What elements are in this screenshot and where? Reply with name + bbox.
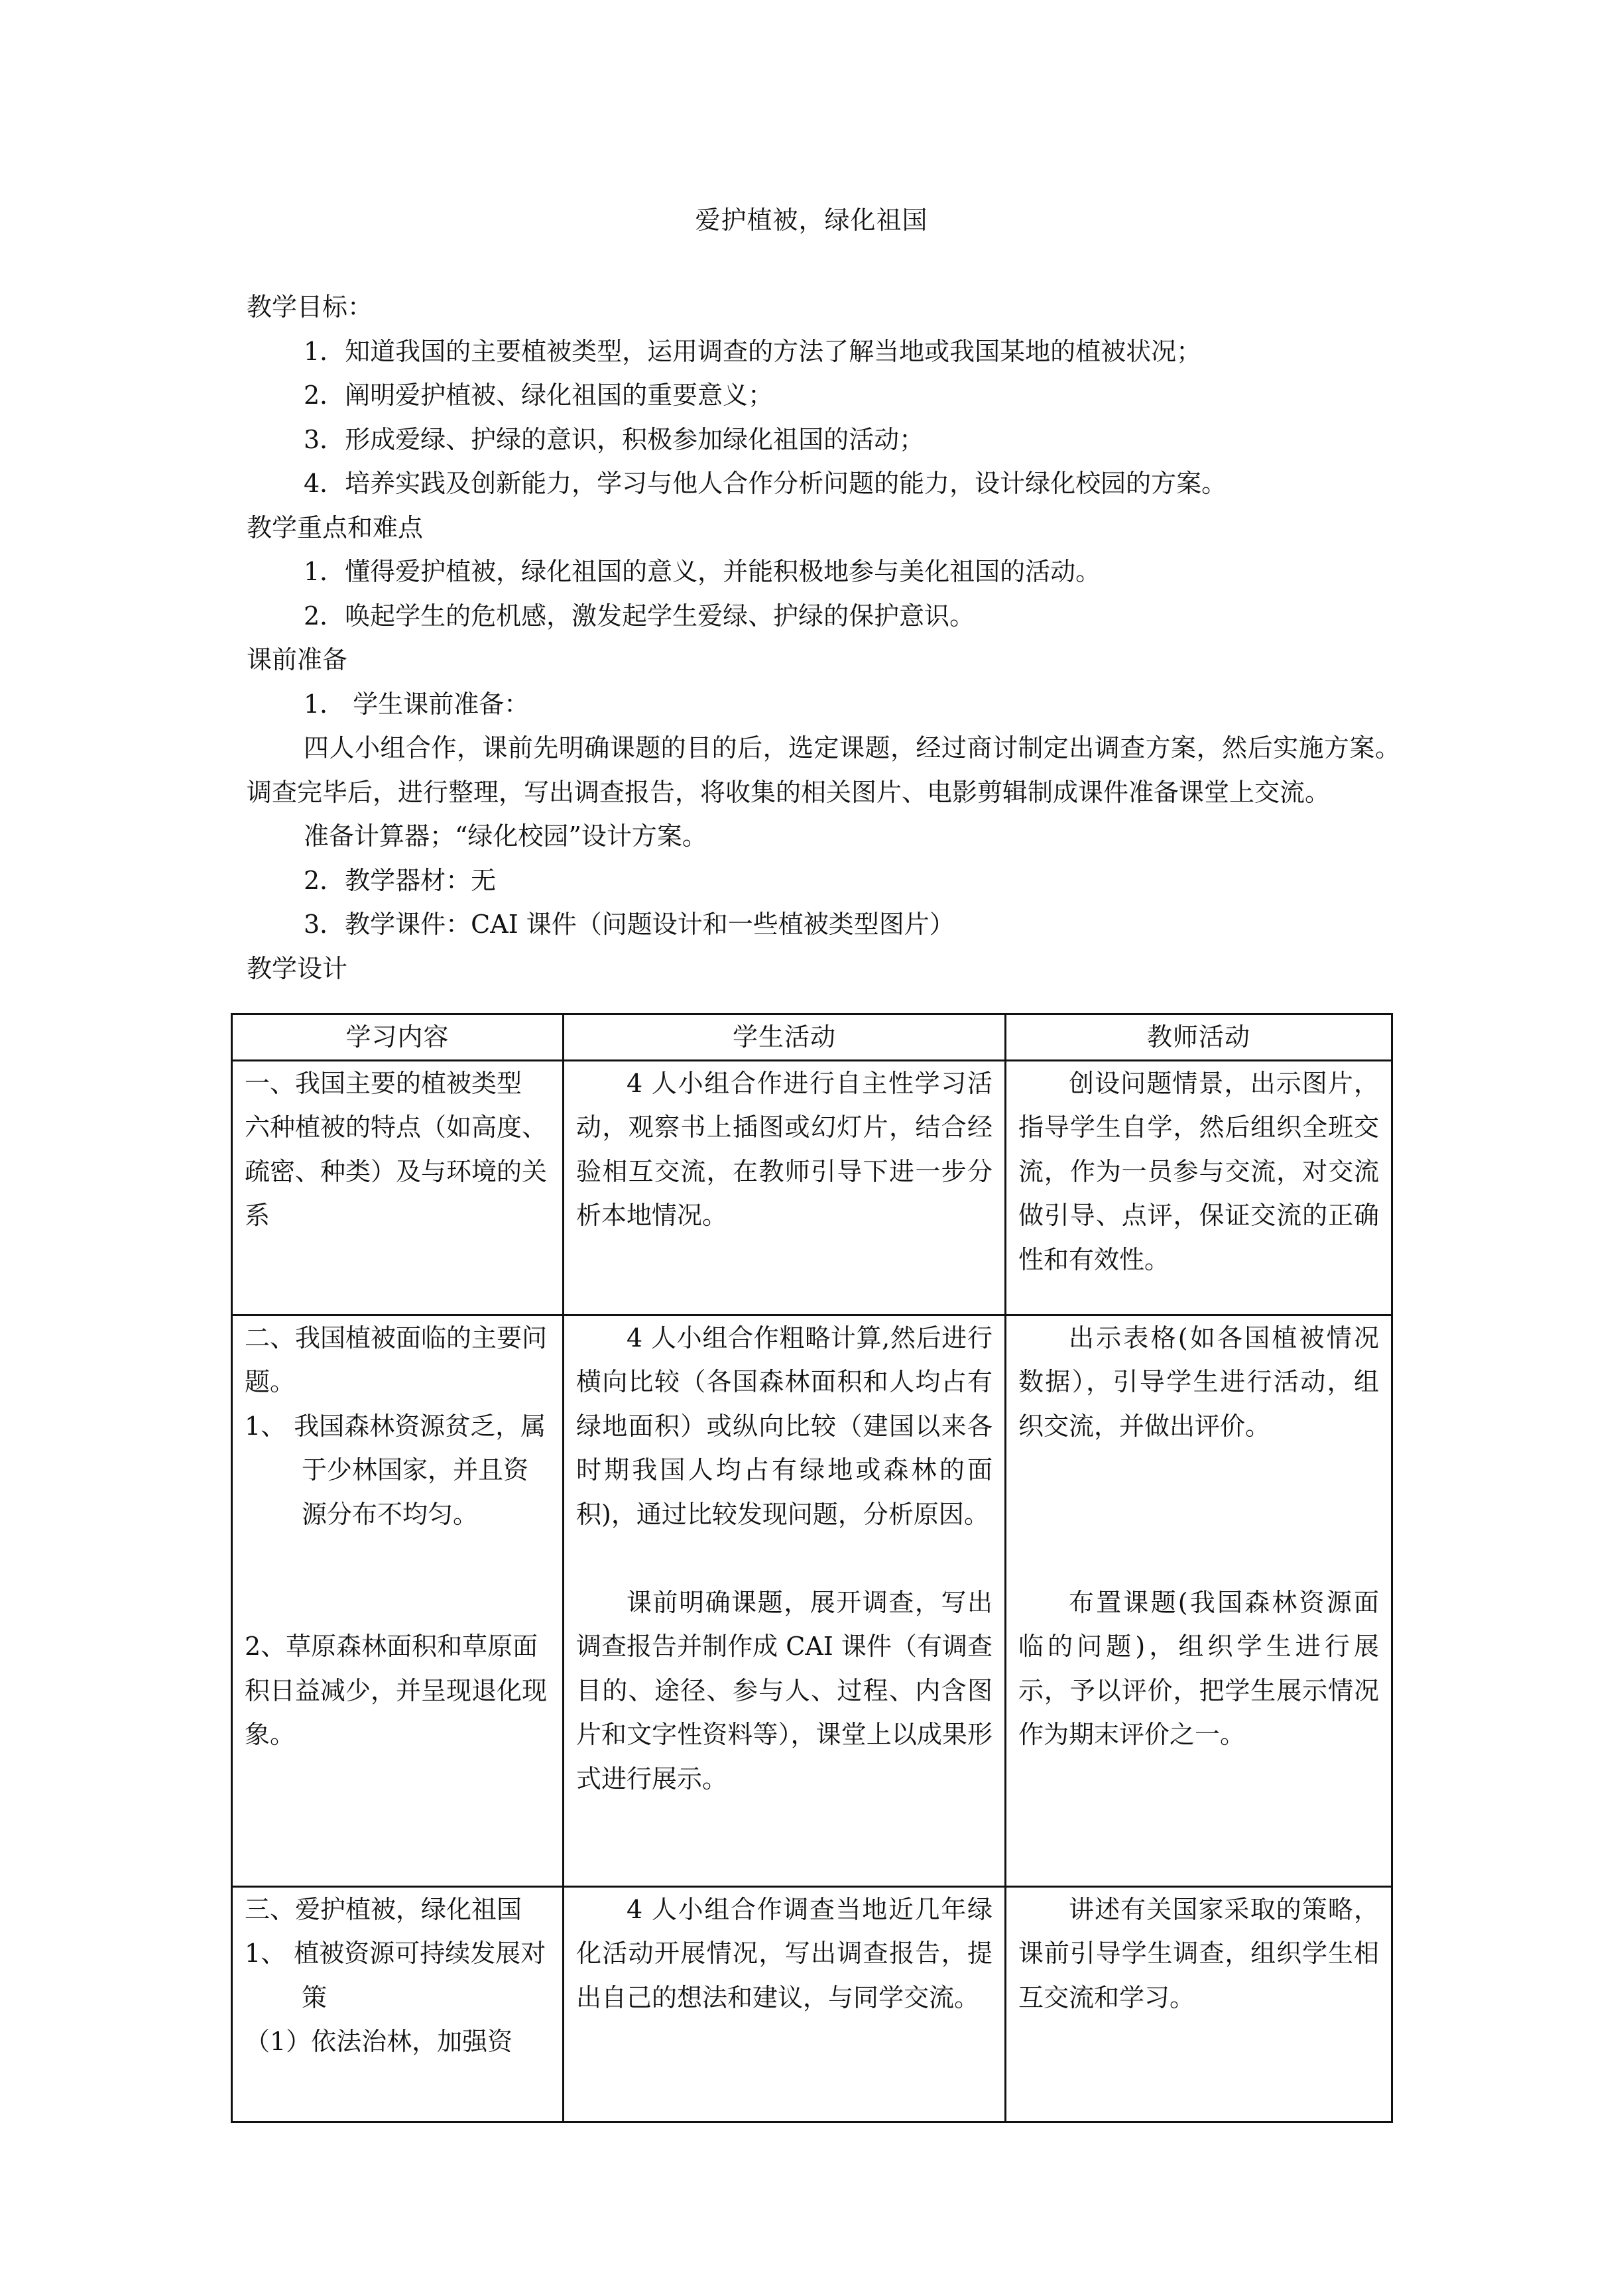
column-header-student: 学生活动 bbox=[564, 1014, 1006, 1061]
student-activity: 4 人小组合作进行自主性学习活动，观察书上插图或幻灯片，结合经验相互交流，在教师引导下进一步分析本地情况。 bbox=[576, 1068, 992, 1230]
objective-item: 1．知道我国的主要植被类型，运用调查的方法了解当地或我国某地的植被状况； bbox=[304, 336, 1202, 366]
design-heading: 教学设计 bbox=[247, 953, 348, 983]
objective-item: 4．培养实践及创新能力，学习与他人合作分析问题的能力，设计绿化校园的方案。 bbox=[304, 469, 1227, 498]
student-cell bbox=[564, 1886, 1006, 2122]
content-title: 一、我国主要的植被类型 bbox=[245, 1068, 522, 1098]
content-text: 六种植被的特点（如高度、疏密、种类）及与环境的关系 bbox=[245, 1113, 548, 1230]
content-title: 二、我国植被面临的主要问题。 bbox=[245, 1323, 548, 1396]
student-preparation-paragraph: 四人小组合作，课前先明确课题的目的后，选定课题，经过商讨制定出调查方案，然后实施方案。调查完毕后，进行整理，写出调查报告，将收集的相关图片、电影剪辑制成课件准备课堂上交流。 bbox=[247, 733, 1400, 807]
content-title: 三、爱护植被，绿化祖国 bbox=[245, 1894, 522, 1924]
teacher-activity: 创设问题情景，出示图片，指导学生自学，然后组织全班交流，作为一员参与交流，对交流做引导、点评，保证交流的正确性和有效性。 bbox=[1018, 1068, 1379, 1274]
key-point-item: 1．懂得爱护植被，绿化祖国的意义，并能积极地参与美化祖国的活动。 bbox=[304, 557, 1101, 586]
document-body bbox=[247, 285, 1400, 991]
materials-line: 2．教学器材：无 bbox=[304, 865, 497, 895]
content-item: 1、 我国森林资源贫乏，属于少林国家，并且资源分布不均匀。 bbox=[245, 1411, 546, 1529]
student-cell bbox=[564, 1060, 1006, 1315]
objective-item: 2．阐明爱护植被、绿化祖国的重要意义； bbox=[304, 381, 774, 410]
column-header-teacher: 教师活动 bbox=[1006, 1014, 1392, 1061]
content-cell bbox=[232, 1886, 564, 2122]
student-preparation-heading: 1． 学生课前准备： bbox=[304, 689, 530, 719]
objectives-heading: 教学目标： bbox=[247, 292, 373, 322]
lesson-design-table bbox=[231, 1013, 1393, 2123]
column-header-content: 学习内容 bbox=[232, 1014, 564, 1061]
student-activity: 4 人小组合作调查当地近几年绿化活动开展情况，写出调查报告，提出自己的想法和建议，与同学交流。 bbox=[576, 1894, 992, 2012]
table-row bbox=[232, 1315, 1392, 1886]
cell-spacer bbox=[1018, 1448, 1379, 1536]
teacher-cell bbox=[1006, 1315, 1392, 1886]
cell-spacer bbox=[1018, 1536, 1379, 1581]
student-cell bbox=[564, 1315, 1006, 1886]
student-activity: 4 人小组合作粗略计算,然后进行横向比较（各国森林面积和人均占有绿地面积）或纵向比较（建国以来各时期我国人均占有绿地或森林的面积)，通过比较发现问题，分析原因。 bbox=[576, 1323, 992, 1529]
cell-spacer bbox=[576, 1536, 992, 1581]
table-header-row bbox=[232, 1014, 1392, 1061]
content-cell bbox=[232, 1060, 564, 1315]
calculator-line: 准备计算器；“绿化校园”设计方案。 bbox=[304, 821, 707, 851]
table-row bbox=[232, 1060, 1392, 1315]
key-point-item: 2．唤起学生的危机感，激发起学生爱绿、护绿的保护意识。 bbox=[304, 601, 975, 631]
content-item: （1）依法治林，加强资 bbox=[245, 2027, 513, 2056]
table-row bbox=[232, 1886, 1392, 2122]
teacher-activity: 出示表格(如各国植被情况数据），引导学生进行活动，组织交流，并做出评价。 bbox=[1018, 1323, 1379, 1441]
key-points-heading: 教学重点和难点 bbox=[247, 513, 424, 542]
document-title: 爱护植被，绿化祖国 bbox=[695, 206, 928, 235]
preparation-heading: 课前准备 bbox=[247, 645, 348, 674]
teacher-activity: 讲述有关国家采取的策略，课前引导学生调查，组织学生相互交流和学习。 bbox=[1018, 1894, 1379, 2012]
courseware-line: 3．教学课件：CAI 课件（问题设计和一些植被类型图片） bbox=[304, 910, 955, 939]
content-item: 1、 植被资源可持续发展对策 bbox=[245, 1939, 546, 2012]
teacher-cell bbox=[1006, 1886, 1392, 2122]
teacher-cell bbox=[1006, 1060, 1392, 1315]
cell-spacer bbox=[245, 1536, 550, 1624]
content-item: 2、草原森林面积和草原面积日益减少，并呈现退化现象。 bbox=[245, 1632, 548, 1749]
teacher-activity: 布置课题(我国森林资源面临的问题)，组织学生进行展示，予以评价，把学生展示情况作为期末评价之一。 bbox=[1018, 1587, 1379, 1749]
content-cell bbox=[232, 1315, 564, 1886]
student-activity: 课前明确课题，展开调查，写出调查报告并制作成 CAI 课件（有调查目的、途径、参与人、过程、内含图片和文字性资料等），课堂上以成果形式进行展示。 bbox=[576, 1587, 992, 1793]
objective-item: 3．形成爱绿、护绿的意识，积极参加绿化祖国的活动； bbox=[304, 424, 925, 454]
